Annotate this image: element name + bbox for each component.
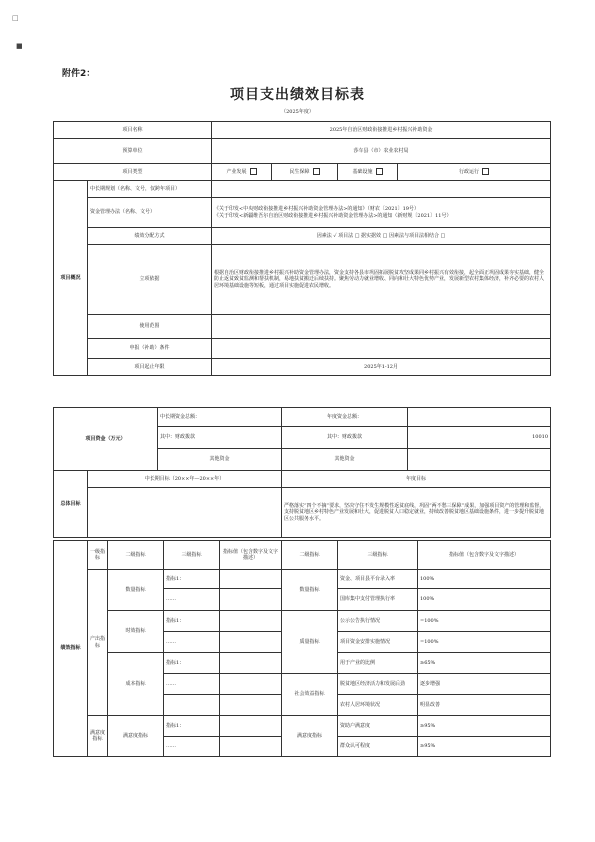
fund-method-label: 资金管理办法（名称、文号） <box>88 198 212 228</box>
header-level3-right: 三级指标 <box>338 541 418 570</box>
conditions-label: 申报（补助）条件 <box>88 339 212 359</box>
type-label: 项目类型 <box>54 164 212 181</box>
right-l2-quality: 质量指标 <box>282 611 338 674</box>
left-l2-timeliness: 时效指标 <box>108 611 164 653</box>
left-value <box>220 653 282 674</box>
header-level2: 二级指标 <box>108 541 164 570</box>
year-subtitle: （2025年度） <box>281 109 314 115</box>
right-l2-quantity: 数量指标 <box>282 570 338 611</box>
type-option-livelihood[interactable] <box>272 164 338 181</box>
right-l3: 农村人居环境状况 <box>338 695 418 716</box>
left-l3: 指标1： <box>164 716 220 737</box>
other-annual-label: 其他资金 <box>282 449 408 471</box>
right-value: ≥95% <box>418 716 551 737</box>
right-value: ≥65% <box>418 653 551 674</box>
fiscal-label: 其中：财政拨款 <box>158 427 282 449</box>
type-option-label: 行政运行 <box>459 169 480 176</box>
right-l3: 群众认可程度 <box>338 737 418 757</box>
checkbox-icon[interactable] <box>250 168 257 175</box>
type-option-label: 产业发展 <box>226 169 247 176</box>
right-l3: 资助户满意度 <box>338 716 418 737</box>
right-value: 100% <box>418 570 551 589</box>
fund-method-line-2: 《关于印发<新疆维吾尔自治区财政衔接推进乡村振兴补助资金管理办法>的通知（新财规〔2021〕11号） <box>214 212 452 219</box>
left-value <box>220 570 282 589</box>
right-value: =100% <box>418 632 551 653</box>
type-option-label: 民生保障 <box>289 169 310 176</box>
right-l3: 公示公告执行情况 <box>338 611 418 632</box>
right-value: =100% <box>418 611 551 632</box>
right-value: ≥95% <box>418 737 551 757</box>
project-table <box>53 121 551 376</box>
left-value <box>220 695 282 716</box>
midterm-basis-label: 中长期规划（名称、文号，仅跨年项目） <box>88 181 212 198</box>
right-value: 明显改善 <box>418 695 551 716</box>
attachment-label: 附件2： <box>62 69 96 79</box>
left-l3: 指标1： <box>164 653 220 674</box>
scope-label: 使用范围 <box>88 315 212 339</box>
header-level3: 三级指标 <box>164 541 220 570</box>
right-value: 100% <box>418 589 551 611</box>
annual-total-label: 年度资金总额： <box>282 408 408 427</box>
right-l2-social: 社会效益指标 <box>282 674 338 716</box>
scan-mark: □ <box>12 14 19 22</box>
conditions-value <box>212 339 551 359</box>
type-option-admin[interactable] <box>398 164 551 181</box>
left-l3: …… <box>164 632 220 653</box>
scope-value <box>212 315 551 339</box>
type-option-infrastructure[interactable] <box>338 164 398 181</box>
indicators-section-label: 绩效指标 <box>54 541 88 757</box>
right-l3: 用于产业的比例 <box>338 653 418 674</box>
satisfaction-indicator-label: 满意度指标 <box>88 716 108 757</box>
header-value: 指标值（包含数字及文字描述） <box>220 541 282 570</box>
type-option-industry[interactable] <box>212 164 272 181</box>
left-value <box>220 737 282 757</box>
dept-value: 莎车县（市）农业农村局 <box>212 139 551 164</box>
indicators-table <box>53 540 551 757</box>
header-value-right: 指标值（包含数字及文字描述） <box>418 541 551 570</box>
left-value <box>220 632 282 653</box>
period-label: 项目起止年限 <box>88 359 212 376</box>
funds-table <box>53 407 551 471</box>
left-l2-satisfaction: 满意度指标 <box>108 716 164 757</box>
project-name-label: 项目名称 <box>54 122 212 139</box>
right-l3: 资金、项目县平台录入率 <box>338 570 418 589</box>
annual-total-value <box>408 408 551 427</box>
left-l3: 指标1： <box>164 570 220 589</box>
project-name-value: 2025年自治区财政衔接推进乡村振兴补助资金 <box>212 122 551 139</box>
output-indicator-label: 产出指标 <box>88 570 108 716</box>
right-l3: 项目资金安排实施情况 <box>338 632 418 653</box>
alloc-label: 绩效分配方式 <box>88 228 212 245</box>
scan-mark-dark: ■ <box>16 42 23 50</box>
left-l2-cost: 成本指标 <box>108 653 164 716</box>
left-l3: …… <box>164 674 220 695</box>
left-l3: 指标1： <box>164 611 220 632</box>
checkbox-icon[interactable] <box>482 168 489 175</box>
page-title: 项目支出绩效目标表 <box>230 87 365 103</box>
goal-annual-label: 年度目标 <box>282 471 551 488</box>
left-l3 <box>164 695 220 716</box>
basis-label: 立项依据 <box>88 245 212 315</box>
checkbox-icon[interactable] <box>313 168 320 175</box>
dept-label: 预算单位 <box>54 139 212 164</box>
overview-section-label: 项目概况 <box>54 181 88 376</box>
fund-method-value <box>212 198 551 228</box>
type-option-label: 基础设施 <box>352 169 373 176</box>
left-l2-quantity: 数量指标 <box>108 570 164 611</box>
left-value <box>220 611 282 632</box>
goal-annual-value: 严格落实“四个不摘”要求，坚决守住不发生规模性返贫底线，巩固“两不愁三保障”成果，加强项目资产的管理和监督，支持脱贫地区乡村特色产业发展和壮大，促进脱贫人口稳定就业，持续改善脱贫地区基础设施条件，进一步提升脱贫地区公共服务水平。 <box>282 488 551 538</box>
funds-section-label: 项目资金（万元） <box>54 408 158 471</box>
right-l2-satisfaction: 满意度指标 <box>282 716 338 757</box>
left-value <box>220 674 282 695</box>
left-value <box>220 589 282 611</box>
goals-section-label: 总体目标 <box>54 471 88 538</box>
period-value: 2025年1-12月 <box>212 359 551 376</box>
other-label: 其他资金 <box>158 449 282 471</box>
goal-midterm-label: 中长期目标（20××年—20××年） <box>88 471 282 488</box>
fund-method-line-1: 《关于印发<中央财政衔接推进乡村振兴补助资金管理办法>的通知》（财农〔2021〕19号） <box>214 206 419 213</box>
goals-table <box>53 470 551 538</box>
midterm-basis-value <box>212 181 551 198</box>
fiscal-annual-label: 其中：财政拨款 <box>282 427 408 449</box>
basis-value: 根据自治区财政衔接推进乡村振兴补助资金管理办法，资金支持各县市巩固拓展脱贫攻坚成果同乡村振兴有效衔接，起全面正巩固成果夯实基础，健全防止返贫致贫监测和帮扶机制，易地扶贫搬迁后续扶持。聚焦劳动力就业增收、同向和壮大特色优势产业，发展新型农村集体经济，补齐必要的农村人居环境基础设施等短板，通过项目实施促进农民增收。 <box>212 245 551 315</box>
goal-midterm-value <box>88 488 282 538</box>
alloc-options[interactable]: 因素法 ✓ 项目法 □ 据实据效 □ 因素法与项目法相结合 □ <box>212 228 551 245</box>
left-value <box>220 716 282 737</box>
header-level1: 一级指标 <box>88 541 108 570</box>
checkbox-icon[interactable] <box>376 168 383 175</box>
header-level2-right: 二级指标 <box>282 541 338 570</box>
fiscal-annual-value: 10010 <box>408 427 551 449</box>
midterm-total-label: 中长期资金总额： <box>158 408 282 427</box>
right-l3: 脱贫地区经济活力和发展后劲 <box>338 674 418 695</box>
right-value: 逐步增强 <box>418 674 551 695</box>
other-annual-value <box>408 449 551 471</box>
right-l3: 国库集中支付管理执行率 <box>338 589 418 611</box>
left-l3: …… <box>164 589 220 611</box>
left-l3: …… <box>164 737 220 757</box>
